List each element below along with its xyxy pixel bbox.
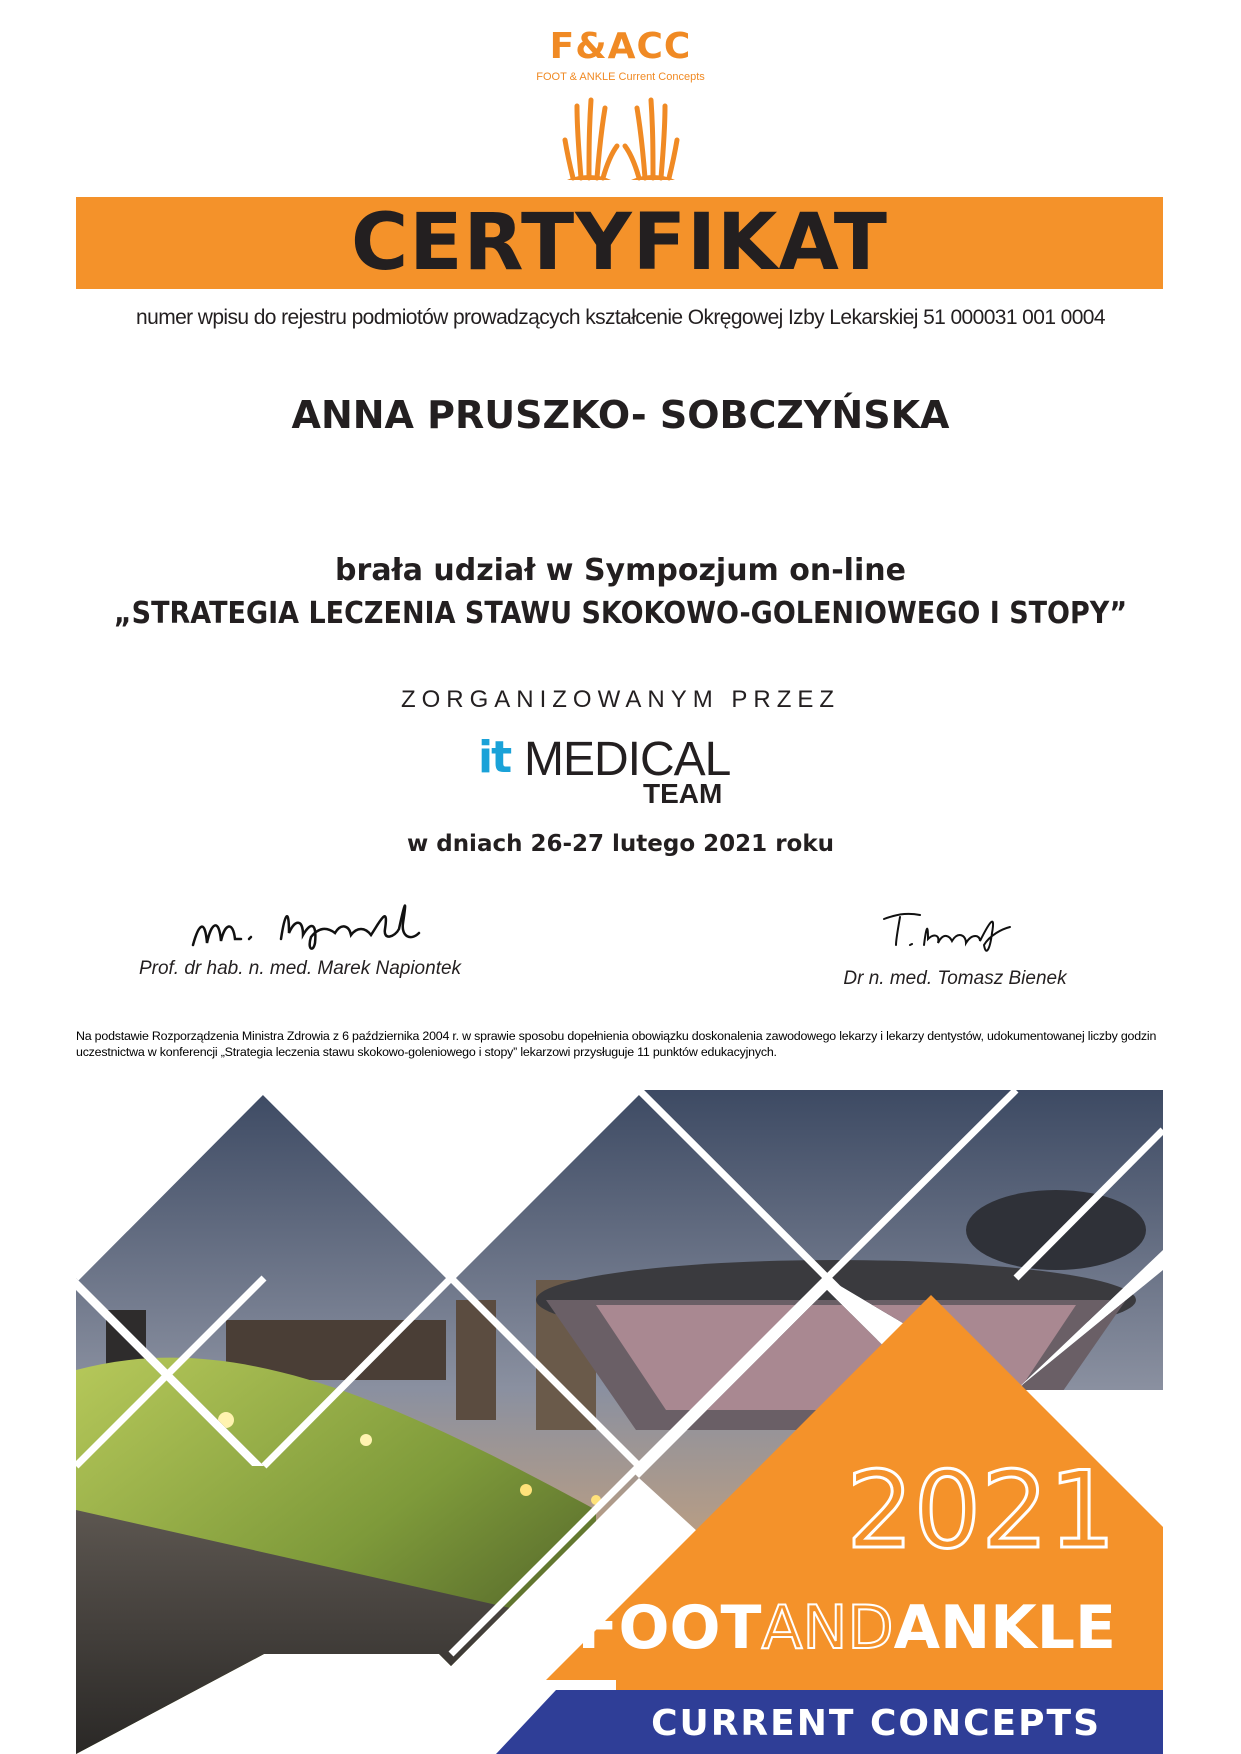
footer-collage bbox=[76, 1090, 1163, 1754]
event-dates: w dniach 26-27 lutego 2021 roku bbox=[406, 831, 835, 857]
organized-by: ZORGANIZOWANYM PRZEZ bbox=[400, 686, 841, 713]
signature-name-bienek: Dr n. med. Tomasz Bienek bbox=[843, 968, 1067, 989]
hands-xray-icon bbox=[551, 92, 691, 182]
certificate-banner bbox=[76, 197, 1163, 289]
signature-name-napiontek: Prof. dr hab. n. med. Marek Napiontek bbox=[138, 958, 462, 979]
signature-bienek bbox=[880, 905, 1020, 960]
logo-subtitle: FOOT & ANKLE Current Concepts bbox=[536, 71, 705, 83]
event-title: „STRATEGIA LECZENIA STAWU SKOKOWO-GOLENIOWEGO I STOPY” bbox=[113, 596, 1128, 631]
signature-napiontek bbox=[185, 893, 445, 953]
recipient-name: ANNA PRUSZKO- SOBCZYŃSKA bbox=[291, 393, 950, 437]
organizer-it: it bbox=[478, 732, 511, 783]
footer-ankle: ANKLE bbox=[893, 1593, 1116, 1663]
registry-number: numer wpisu do rejestru podmiotów prowadzących kształcenie Okręgowej Izby Lekarskiej 51 000031 001 0004 bbox=[136, 306, 1105, 329]
participation-text: brała udział w Sympozjum on-line bbox=[335, 553, 906, 588]
organizer-logo bbox=[478, 732, 778, 812]
footer-year: 2021 bbox=[846, 1449, 1116, 1572]
logo-title: F&ACC bbox=[549, 26, 692, 67]
certificate-heading: CERTYFIKAT bbox=[350, 198, 889, 288]
footer-foot-and-ankle bbox=[578, 1593, 1116, 1663]
footer-and: AND bbox=[761, 1593, 894, 1663]
organizer-team: TEAM bbox=[643, 778, 723, 809]
legal-note: Na podstawie Rozporządzenia Ministra Zdrowia z 6 października 2004 r. w sprawie sposobu dopełnienia obowiązku doskonalenia zawodowego lekarzy i lekarzy dentystów, udokumentowanej liczby godzin uczestnictwa w konferencji „Strategia leczenia stawu skokowo-goleniowego i stopy” lekarzowi przysługuje 11 punktów edukacyjnych. bbox=[76, 1029, 1157, 1059]
footer-current-concepts: CURRENT CONCEPTS bbox=[651, 1703, 1101, 1744]
organizer-medical: MEDICAL bbox=[524, 733, 731, 786]
footer-foot: FOOT bbox=[577, 1593, 762, 1663]
